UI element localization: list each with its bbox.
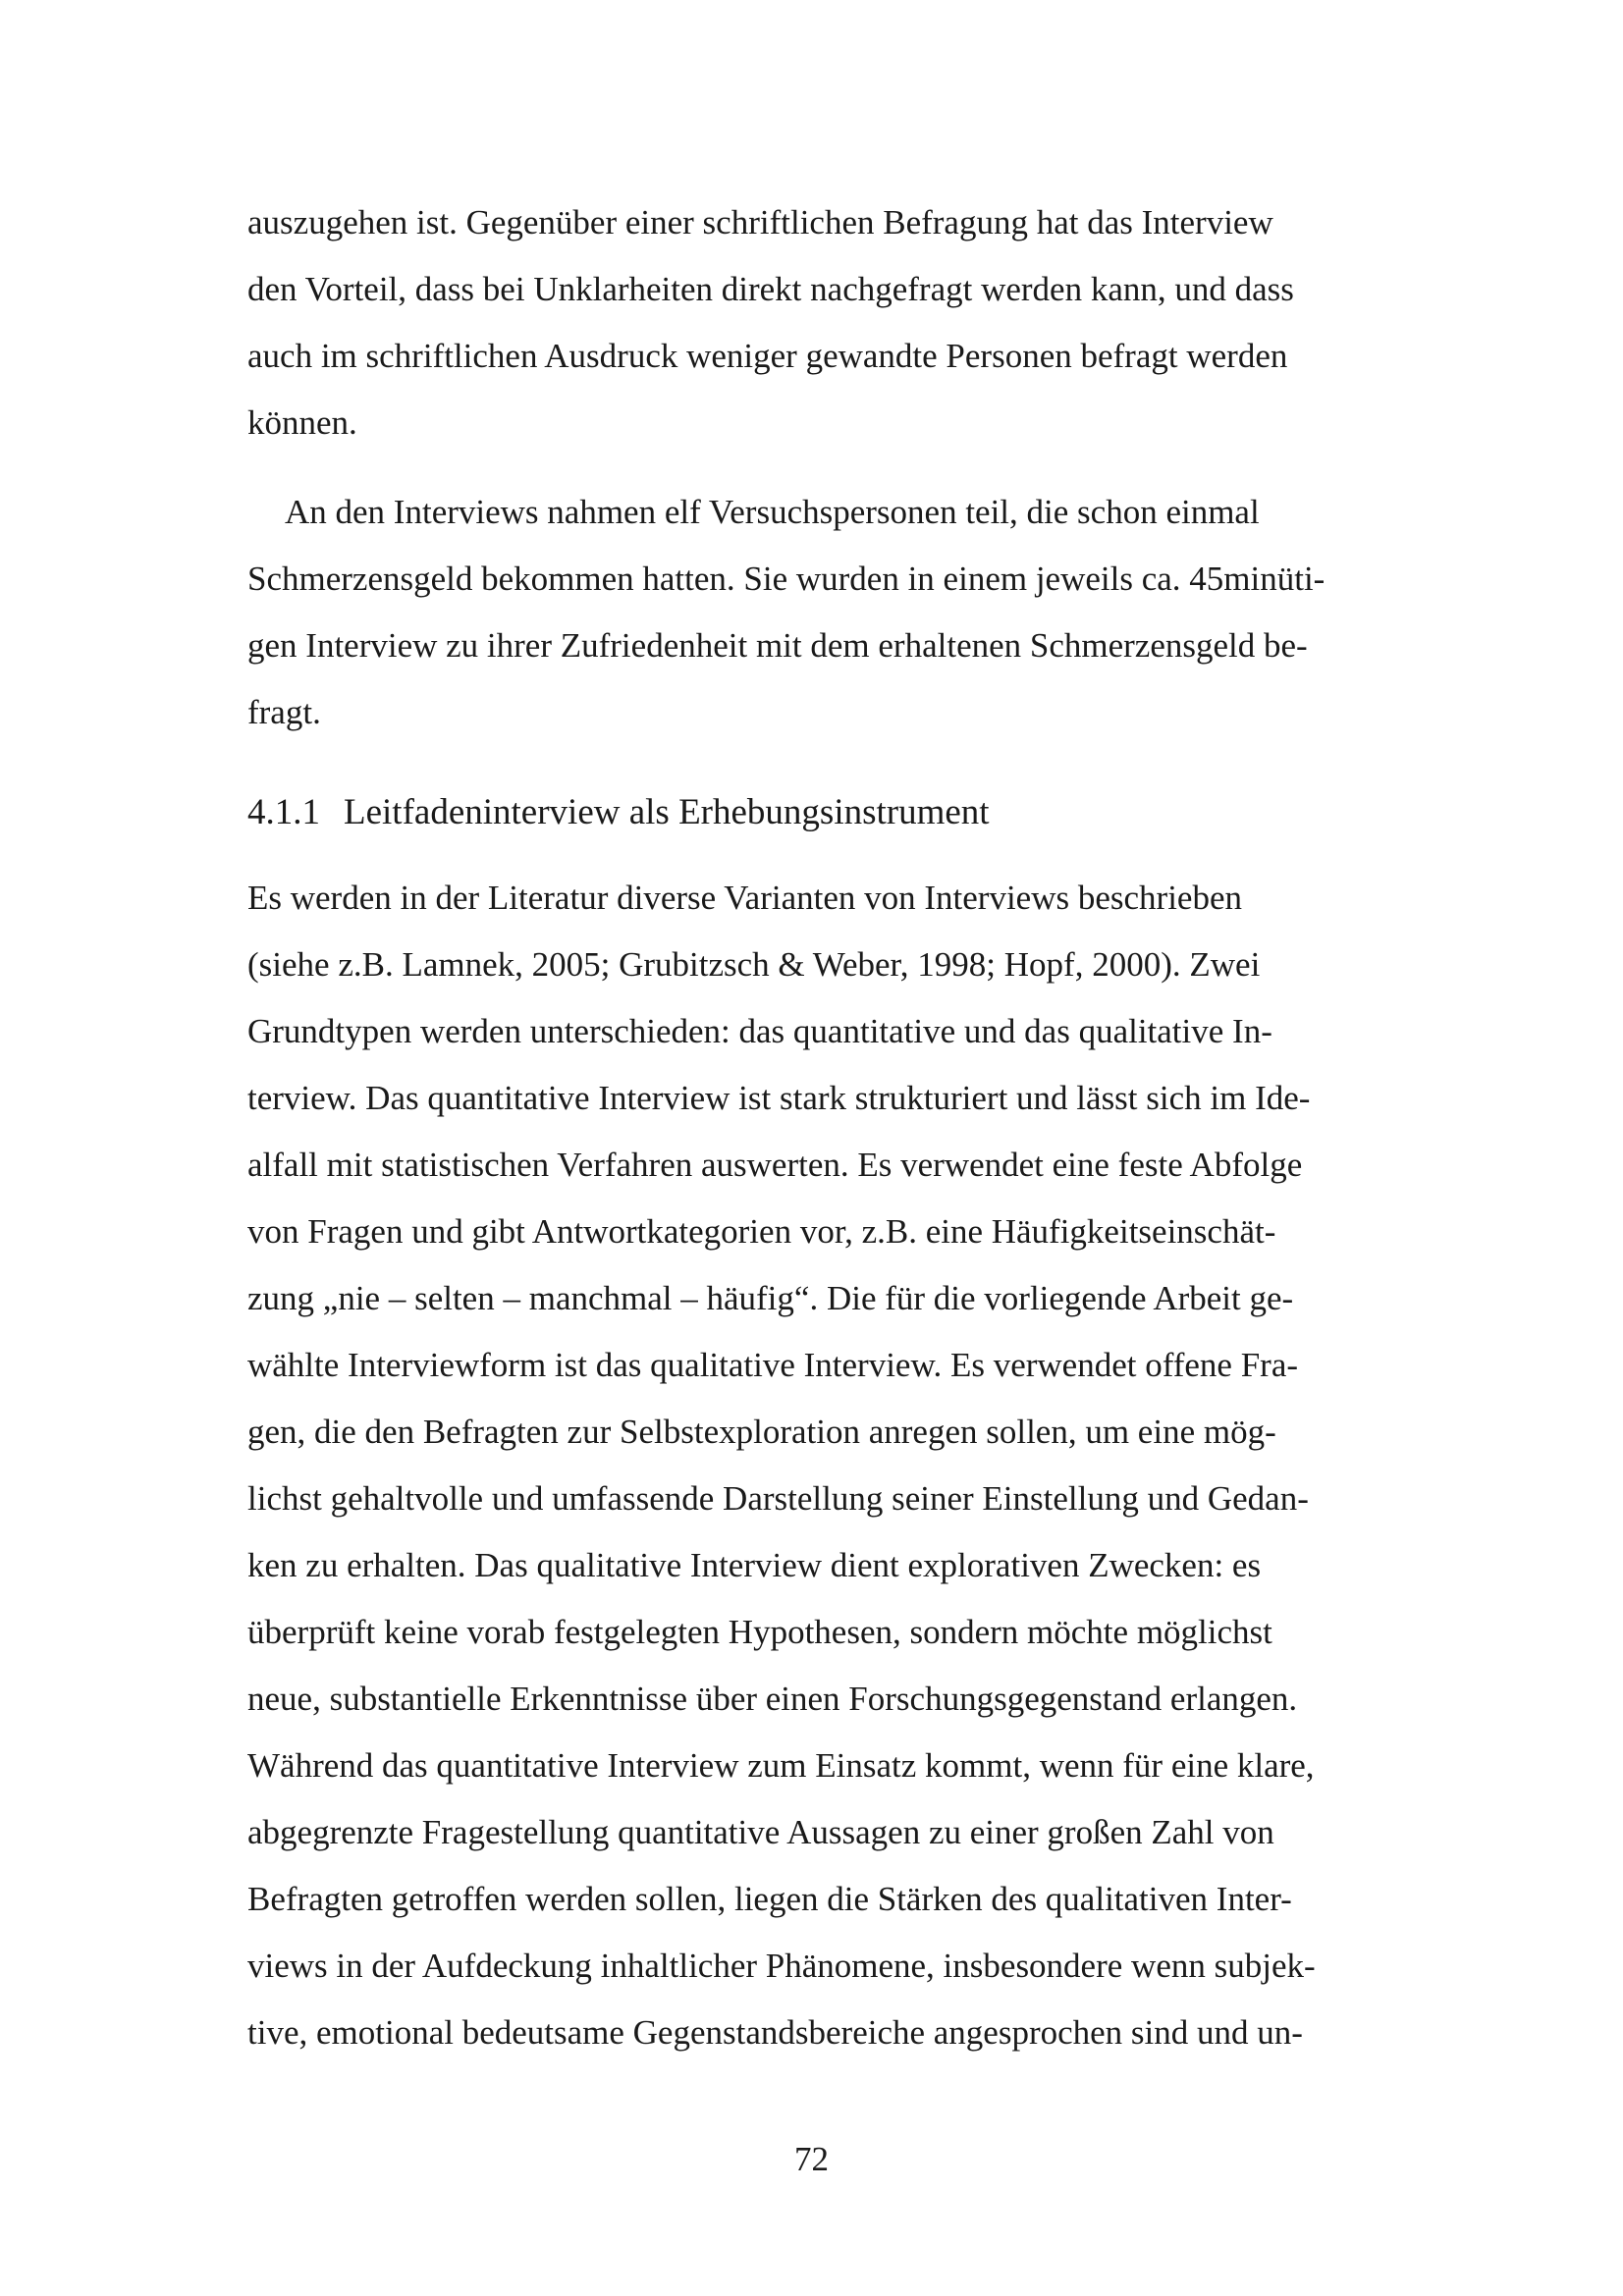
text-line: gen Interview zu ihrer Zufriedenheit mit dem erhaltenen Schmerzensgeld be-	[247, 626, 1308, 665]
text-line: lichst gehaltvolle und umfassende Darstellung seiner Einstellung und Gedan-	[247, 1479, 1309, 1518]
text-line: überprüft keine vorab festgelegten Hypothesen, sondern möchte möglichst	[247, 1613, 1272, 1651]
text-line: Befragten getroffen werden sollen, liegen die Stärken des qualitativen Inter-	[247, 1880, 1292, 1918]
text-line: von Fragen und gibt Antwortkategorien vor, z.B. eine Häufigkeitseinschät-	[247, 1212, 1276, 1251]
text-line: gen, die den Befragten zur Selbstexploration anregen sollen, um eine mög-	[247, 1413, 1276, 1451]
text-line: views in der Aufdeckung inhaltlicher Phänomene, insbesondere wenn subjek-	[247, 1947, 1316, 1985]
text-line: auch im schriftlichen Ausdruck weniger gewandte Personen befragt werden	[247, 337, 1288, 375]
text-line: terview. Das quantitative Interview ist stark strukturiert und lässt sich im Ide-	[247, 1079, 1311, 1117]
text-line: (siehe z.B. Lamnek, 2005; Grubitzsch & Weber, 1998; Hopf, 2000). Zwei	[247, 945, 1261, 984]
text-line: zung „nie – selten – manchmal – häufig“. Die für die vorliegende Arbeit ge-	[247, 1279, 1294, 1317]
text-line: Während das quantitative Interview zum Einsatz kommt, wenn für eine klare,	[247, 1746, 1315, 1785]
text-line: ken zu erhalten. Das qualitative Interview dient explorativen Zwecken: es	[247, 1546, 1262, 1584]
text-line: Schmerzensgeld bekommen hatten. Sie wurden in einem jeweils ca. 45minüti-	[247, 560, 1325, 598]
text-line: wählte Interviewform ist das qualitative Interview. Es verwendet offene Fra-	[247, 1346, 1299, 1384]
text-line: können.	[247, 403, 357, 442]
section-number: 4.1.1	[247, 792, 320, 832]
page-number: 72	[794, 2140, 829, 2178]
section-heading	[247, 790, 990, 835]
text-line: Es werden in der Literatur diverse Varianten von Interviews beschrieben	[247, 879, 1243, 917]
text-line: abgegrenzte Fragestellung quantitative Aussagen zu einer großen Zahl von	[247, 1813, 1274, 1851]
text-line: tive, emotional bedeutsame Gegenstandsbereiche angesprochen sind und un-	[247, 2013, 1303, 2052]
text-line: auszugehen ist. Gegenüber einer schriftlichen Befragung hat das Interview	[247, 203, 1273, 241]
text-line: alfall mit statistischen Verfahren auswerten. Es verwendet eine feste Abfolge	[247, 1146, 1303, 1184]
text-line: fragt.	[247, 693, 321, 731]
section-title: Leitfadeninterview als Erhebungsinstrument	[344, 792, 990, 832]
text-line: An den Interviews nahmen elf Versuchspersonen teil, die schon einmal	[285, 493, 1260, 531]
text-line: Grundtypen werden unterschieden: das quantitative und das qualitative In-	[247, 1012, 1272, 1050]
text-line: den Vorteil, dass bei Unklarheiten direkt nachgefragt werden kann, und dass	[247, 270, 1294, 308]
text-line: neue, substantielle Erkenntnisse über einen Forschungsgegenstand erlangen.	[247, 1680, 1298, 1718]
